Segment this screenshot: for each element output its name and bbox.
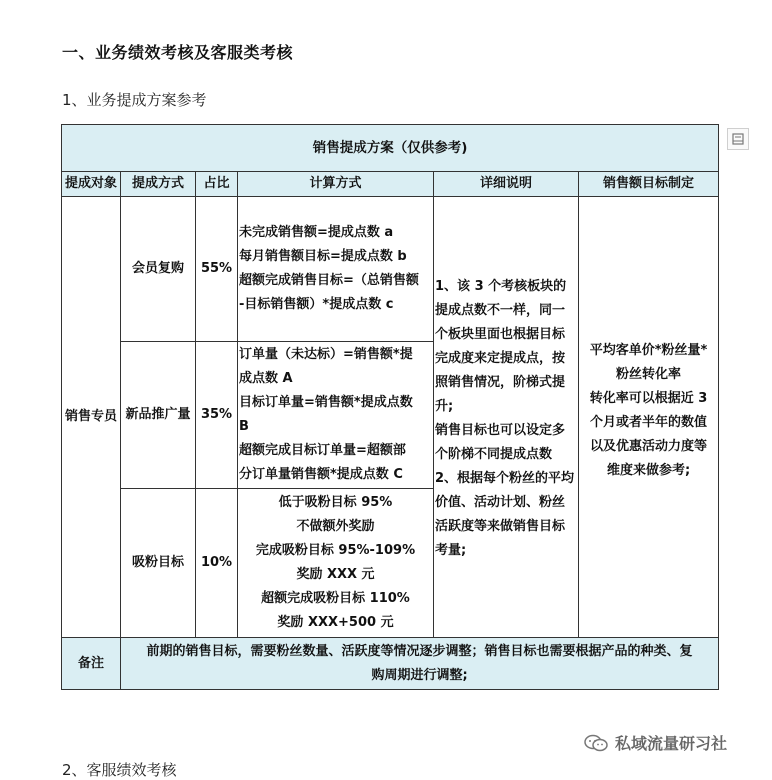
calc-line: 完成吸粉目标 95%-109% <box>255 543 416 558</box>
calc-line: 低于吸粉目标 95% <box>278 495 393 510</box>
detail-line: 照销售情况，阶梯式提 <box>435 375 566 390</box>
sales-target-line: 以及优惠活动力度等 <box>590 439 708 454</box>
watermark <box>583 731 727 754</box>
method-cell: 吸粉目标 <box>121 489 196 638</box>
detail-line: 价值、活动计划、粉丝 <box>435 495 566 510</box>
calc-cell <box>238 489 434 638</box>
note-text <box>121 638 719 690</box>
calc-line: 未完成销售额=提成点数 a <box>239 225 394 240</box>
detail-line: 销售目标也可以设定多 <box>435 423 566 438</box>
detail-line: 1、该 3 个考核板块的 <box>435 279 567 294</box>
col-header-detail: 详细说明 <box>434 172 579 197</box>
calc-line: 不做额外奖励 <box>296 519 375 534</box>
method-cell: 会员复购 <box>121 197 196 342</box>
wechat-logo-icon <box>583 733 609 753</box>
calc-line: 超额完成目标订单量=超额部 <box>239 443 406 458</box>
calc-line: 超额完成销售目标=（总销售额 <box>239 273 419 288</box>
ratio-cell: 10% <box>196 489 238 638</box>
col-header-calc: 计算方式 <box>238 172 434 197</box>
calc-cell <box>238 197 434 342</box>
note-label: 备注 <box>62 638 121 690</box>
col-header-target: 提成对象 <box>62 172 121 197</box>
detail-line: 完成度来定提成点，按 <box>435 351 566 366</box>
calc-line: 成点数 A <box>239 371 293 386</box>
commission-plan-table <box>61 124 719 690</box>
subsection-heading: 1、业务提成方案参考 <box>62 91 207 109</box>
calc-cell <box>238 342 434 489</box>
col-header-method: 提成方式 <box>121 172 196 197</box>
detail-line: 考量; <box>435 543 467 558</box>
col-header-sales-target: 销售额目标制定 <box>579 172 719 197</box>
target-cell: 销售专员 <box>62 197 121 638</box>
sales-target-cell <box>579 197 719 638</box>
calc-line: 分订单量销售额*提成点数 C <box>239 467 403 482</box>
detail-line: 2、根据每个粉丝的平均 <box>435 471 575 486</box>
calc-line: 超额完成吸粉目标 110% <box>261 591 410 606</box>
detail-line: 个板块里面也根据目标 <box>435 327 566 342</box>
sales-target-line: 维度来做参考; <box>606 463 691 478</box>
col-header-ratio: 占比 <box>196 172 238 197</box>
calc-line: 奖励 XXX 元 <box>296 567 375 582</box>
calc-line: 订单量（未达标）=销售额*提 <box>239 347 413 362</box>
section-heading: 一、业务绩效考核及客服类考核 <box>62 43 294 62</box>
detail-line: 升; <box>435 399 454 414</box>
table-title: 销售提成方案（仅供参考) <box>62 125 719 172</box>
method-cell: 新品推广量 <box>121 342 196 489</box>
sales-target-line: 转化率可以根据近 3 <box>589 391 708 406</box>
detail-cell <box>434 197 579 638</box>
subsection-heading-2: 2、客服绩效考核 <box>62 761 177 779</box>
ratio-cell: 55% <box>196 197 238 342</box>
calc-line: 每月销售额目标=提成点数 b <box>239 249 407 264</box>
note-line: 购周期进行调整; <box>371 667 468 683</box>
calc-line: -目标销售额）*提成点数 c <box>239 297 394 312</box>
detail-line: 提成点数不一样，同一 <box>435 303 566 318</box>
detail-line: 个阶梯不同提成点数 <box>435 447 553 462</box>
calc-line: 目标订单量=销售额*提成点数 <box>239 395 413 410</box>
watermark-text: 私域流量研习社 <box>615 734 728 753</box>
ratio-cell: 35% <box>196 342 238 489</box>
calc-line: 奖励 XXX+500 元 <box>277 615 394 630</box>
sales-target-line: 粉丝转化率 <box>616 367 682 382</box>
calc-line: B <box>239 419 249 434</box>
sales-target-line: 个月或者半年的数值 <box>590 415 708 430</box>
image-frame-icon[interactable] <box>727 128 749 150</box>
note-line: 前期的销售目标，需要粉丝数量、活跃度等情况逐步调整；销售目标也需要根据产品的种类、复 <box>146 643 693 659</box>
detail-line: 活跃度等来做销售目标 <box>435 519 566 534</box>
sales-target-line: 平均客单价*粉丝量* <box>589 343 708 358</box>
